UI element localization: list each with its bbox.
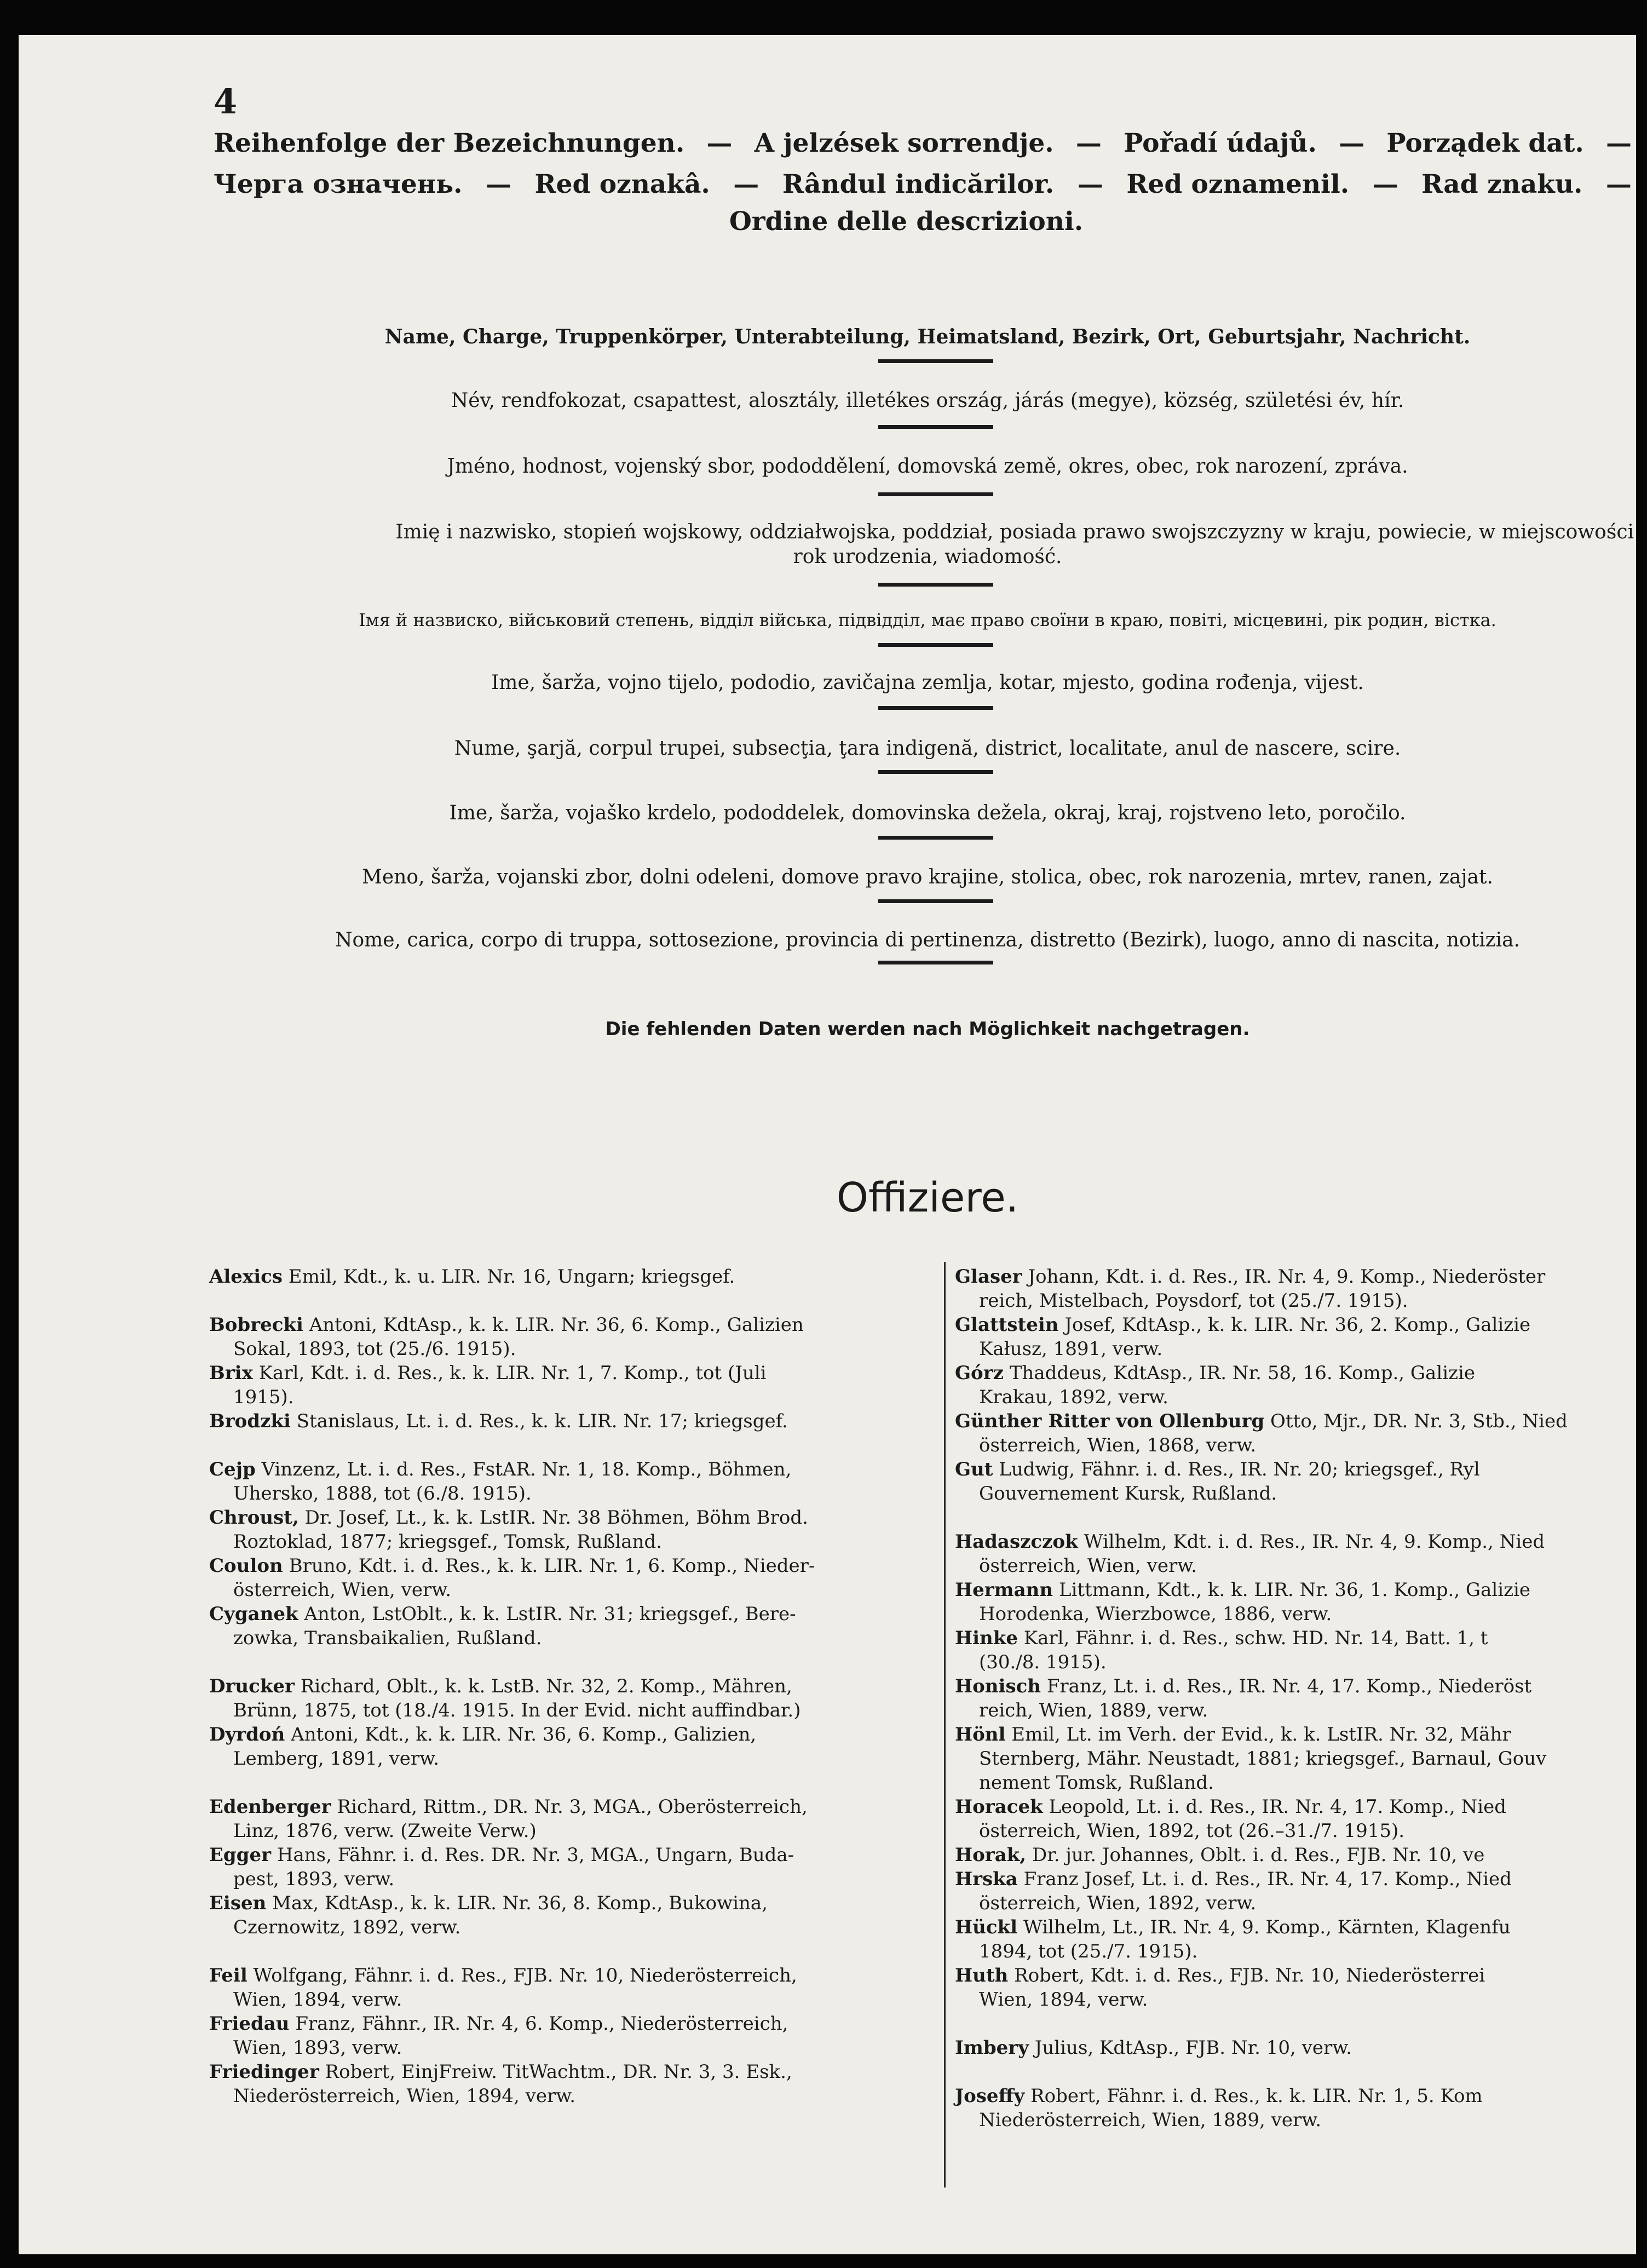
entry-surname: Günther Ritter von Ollenburg [955,1410,1265,1432]
header-ro: Rândul indicărilor. [782,169,1055,199]
entry-line: Honisch Franz, Lt. i. d. Res., IR. Nr. 4, 17. Komp., Niederöst [955,1675,1532,1697]
entry-line: Hadaszczok Wilhelm, Kdt. i. d. Res., IR. Nr. 4, 9. Komp., Nied [955,1531,1545,1553]
casualty-entry [955,1915,1636,1963]
lang-cz: Jméno, hodnost, vojenský sbor, pododdělení, domovská země, okres, obec, rok narození, zpráva. [447,455,1408,478]
header-sl: Red oznamenil. [1126,169,1350,199]
page-number: 4 [214,82,238,122]
lang-hr: Ime, šarža, vojno tijelo, pododio, zavičajna zemlja, kotar, mjesto, godina rođenja, vijest. [491,671,1364,694]
entry-line: Hermann Littmann, Kdt., k. k. LIR. Nr. 36, 1. Komp., Galizie [955,1579,1531,1601]
casualty-entry [955,1530,1636,1578]
casualty-entry [955,1674,1636,1722]
entry-gap [209,1433,932,1457]
header-sep: — [1075,128,1102,158]
lang-ro: Nume, şarjă, corpul trupei, subsecţia, ţara indigenă, district, localitate, anul de nascere, scire. [454,737,1401,760]
entry-line: Sokal, 1893, tot (25./6. 1915). [233,1338,516,1360]
casualty-entry [209,2012,932,2060]
header-sep: — [733,169,759,199]
casualty-entry [955,1867,1636,1915]
divider-rule [878,643,993,647]
casualty-entry [955,1409,1636,1457]
entry-gap [209,1650,932,1674]
casualty-entry [209,1674,932,1722]
entry-line: Roztoklad, 1877; kriegsgef., Tomsk, Rußland. [233,1531,663,1553]
note-missing-data: Die fehlenden Daten werden nach Möglichkeit nachgetragen. [605,1018,1250,1040]
divider-rule [878,583,993,587]
entry-line: Uhersko, 1888, tot (6./8. 1915). [233,1483,532,1505]
casualty-entry [209,2060,932,2108]
casualty-entry [209,1361,932,1409]
entry-surname: Joseffy [955,2085,1025,2107]
header-sep: — [1077,169,1103,199]
entry-line: Horacek Leopold, Lt. i. d. Res., IR. Nr. 4, 17. Komp., Nied [955,1796,1506,1818]
entry-line: Czernowitz, 1892, verw. [233,1916,461,1938]
casualty-entry [209,1722,932,1771]
entry-surname: Egger [209,1844,272,1866]
casualty-entry [955,1457,1636,1506]
entries-right-column [955,1265,1636,2132]
entry-line: pest, 1893, verw. [233,1868,395,1890]
divider-rule [878,359,993,363]
entry-line: Wien, 1893, verw. [233,2037,402,2059]
entry-surname: Friedau [209,2013,290,2035]
entry-line: Lemberg, 1891, verw. [233,1748,440,1770]
entry-surname: Hermann [955,1579,1053,1601]
entry-line: Linz, 1876, verw. (Zweite Verw.) [233,1820,537,1842]
casualty-entry [209,1843,932,1891]
header-uk: Черга означень. [214,169,463,199]
entry-surname: Hönl [955,1724,1006,1746]
entry-line: (30./8. 1915). [979,1651,1107,1673]
divider-rule [878,770,993,774]
lang-it: Nome, carica, corpo di truppa, sottosezione, provincia di pertinenza, distretto (Bezirk), luogo, anno di nascita, notizia. [335,929,1521,951]
entry-line: Friedau Franz, Fähnr., IR. Nr. 4, 6. Komp., Niederösterreich, [209,2013,788,2035]
divider-rule [878,961,993,964]
header-sep: — [706,128,733,158]
entry-line: Brünn, 1875, tot (18./4. 1915. In der Evid. nicht auffindbar.) [233,1699,801,1721]
header-de: Reihenfolge der Bezeichnungen. [214,128,685,158]
header-cz: Pořadí údajů. [1124,128,1317,158]
entry-line: Cyganek Anton, LstOblt., k. k. LstIR. Nr. 31; kriegsgef., Bere- [209,1603,796,1625]
header-line-1 [214,128,1632,158]
entry-surname: Chroust, [209,1507,299,1529]
entry-line: Coulon Bruno, Kdt. i. d. Res., k. k. LIR. Nr. 1, 6. Komp., Nieder- [209,1555,815,1577]
entry-gap [955,2060,1636,2084]
lang-sl: Ime, šarža, vojaško krdelo, pododdelek, domovinska dežela, okraj, kraj, rojstveno leto, poročilo. [449,802,1406,824]
lang-pl-cont: rok urodzenia, wiadomość. [793,546,1062,568]
casualty-entry [955,1963,1636,2012]
header-line-3: Ordine delle descrizioni. [729,206,1084,237]
entry-surname: Górz [955,1362,1004,1384]
casualty-entry [955,1313,1636,1361]
entry-line: Edenberger Richard, Rittm., DR. Nr. 3, MGA., Oberösterreich, [209,1796,808,1818]
header-sep: — [1605,128,1632,158]
entry-surname: Imbery [955,2037,1029,2059]
entry-line: Hönl Emil, Lt. im Verh. der Evid., k. k. LstIR. Nr. 32, Mähr [955,1724,1511,1746]
entry-line: Drucker Richard, Oblt., k. k. LstB. Nr. 32, 2. Komp., Mähren, [209,1675,792,1697]
entry-line: Günther Ritter von Ollenburg Otto, Mjr., DR. Nr. 3, Stb., Nied [955,1410,1568,1432]
entry-surname: Edenberger [209,1796,331,1818]
entry-line: Dyrdoń Antoni, Kdt., k. k. LIR. Nr. 36, 6. Komp., Galizien, [209,1724,757,1746]
entry-line: Hückl Wilhelm, Lt., IR. Nr. 4, 9. Komp., Kärnten, Klagenfu [955,1916,1511,1938]
entry-surname: Cyganek [209,1603,298,1625]
casualty-entry [955,1795,1636,1843]
header-sep: — [1372,169,1398,199]
entry-line: Feil Wolfgang, Fähnr. i. d. Res., FJB. Nr. 10, Niederösterreich, [209,1965,797,1986]
column-divider [944,1262,946,2187]
entry-line: Niederösterreich, Wien, 1894, verw. [233,2085,576,2107]
entry-line: Egger Hans, Fähnr. i. d. Res. DR. Nr. 3, MGA., Ungarn, Buda- [209,1844,794,1866]
entry-line: reich, Mistelbach, Poysdorf, tot (25./7. 1915). [979,1290,1408,1312]
header-sep: — [1605,169,1632,199]
lang-hu: Név, rendfokozat, csapattest, alosztály, illetékes ország, járás (megye), község, születési év, hír. [451,389,1404,412]
entry-line: zowka, Transbaikalien, Rußland. [233,1627,542,1649]
entry-line: Niederösterreich, Wien, 1889, verw. [979,2109,1322,2131]
entry-line: Alexics Emil, Kdt., k. u. LIR. Nr. 16, Ungarn; kriegsgef. [209,1266,735,1288]
casualty-entry [209,1602,932,1650]
entry-surname: Brix [209,1362,253,1384]
entry-line: Cejp Vinzenz, Lt. i. d. Res., FstAR. Nr. 1, 18. Komp., Böhmen, [209,1459,792,1480]
entry-surname: Hadaszczok [955,1531,1078,1553]
entry-line: Wien, 1894, verw. [979,1989,1148,2011]
header-sep: — [1339,128,1365,158]
entry-surname: Hückl [955,1916,1018,1938]
entry-surname: Hrska [955,1868,1018,1890]
header-sk: Rad znaku. [1421,169,1583,199]
casualty-entry [209,1554,932,1602]
entry-surname: Coulon [209,1555,283,1577]
header-sep: — [486,169,511,199]
casualty-entry [209,1963,932,2012]
entry-line: Wien, 1894, verw. [233,1989,402,2011]
entry-line: Chroust, Dr. Josef, Lt., k. k. LstIR. Nr. 38 Böhmen, Böhm Brod. [209,1507,808,1529]
entry-line: Sternberg, Mähr. Neustadt, 1881; kriegsgef., Barnaul, Gouv [979,1748,1547,1770]
lang-de: Name, Charge, Truppenkörper, Unterabteilung, Heimatsland, Bezirk, Ort, Geburtsjahr, Nachricht. [384,325,1471,348]
casualty-entry [955,2036,1636,2060]
entry-line: Joseffy Robert, Fähnr. i. d. Res., k. k. LIR. Nr. 1, 5. Kom [955,2085,1483,2107]
casualty-entry [955,2084,1636,2132]
header-hr: Red oznakâ. [534,169,710,199]
entry-line: Horodenka, Wierzbowce, 1886, verw. [979,1603,1332,1625]
entry-surname: Dyrdoń [209,1724,285,1746]
divider-rule [878,425,993,429]
casualty-entry [209,1795,932,1843]
entry-line: Imbery Julius, KdtAsp., FJB. Nr. 10, verw. [955,2037,1352,2059]
entry-line: Horak, Dr. jur. Johannes, Oblt. i. d. Res., FJB. Nr. 10, ve [955,1844,1485,1866]
entry-surname: Glaser [955,1266,1022,1288]
entry-line: Huth Robert, Kdt. i. d. Res., FJB. Nr. 10, Niederösterrei [955,1965,1485,1986]
entry-line: Bobrecki Antoni, KdtAsp., k. k. LIR. Nr. 36, 6. Komp., Galizien [209,1314,804,1336]
entry-gap [955,2012,1636,2036]
casualty-entry [209,1506,932,1554]
header-hu: A jelzések sorrendje. [754,128,1054,158]
entry-line: Brodzki Stanislaus, Lt. i. d. Res., k. k. LIR. Nr. 17; kriegsgef. [209,1410,788,1432]
entry-line: österreich, Wien, verw. [233,1579,452,1601]
entry-line: Gouvernement Kursk, Rußland. [979,1483,1277,1505]
entry-surname: Drucker [209,1675,295,1697]
casualty-entry [955,1578,1636,1626]
entry-surname: Cejp [209,1459,256,1480]
entry-line: Brix Karl, Kdt. i. d. Res., k. k. LIR. Nr. 1, 7. Komp., tot (Juli [209,1362,767,1384]
entry-surname: Brodzki [209,1410,291,1432]
casualty-entry [955,1361,1636,1409]
entry-line: Hrska Franz Josef, Lt. i. d. Res., IR. Nr. 4, 17. Komp., Nied [955,1868,1512,1890]
entry-surname: Eisen [209,1892,267,1914]
casualty-entry [209,1313,932,1361]
lang-sk: Meno, šarža, vojanski zbor, dolni odeleni, domove pravo krajine, stolica, obec, rok narozenia, mrtev, ranen, zajat. [362,866,1493,888]
header-line-2 [214,169,1632,199]
section-title: Offiziere. [836,1174,1019,1221]
entry-line: Friedinger Robert, EinjFreiw. TitWachtm., DR. Nr. 3, 3. Esk., [209,2061,792,2083]
entry-line: 1894, tot (25./7. 1915). [979,1940,1198,1962]
casualty-entry [209,1265,932,1289]
document-page [19,35,1636,2254]
entry-gap [955,1506,1636,1530]
entry-line: Eisen Max, KdtAsp., k. k. LIR. Nr. 36, 8. Komp., Bukowina, [209,1892,768,1914]
entry-line: 1915). [233,1386,294,1408]
entry-surname: Horak, [955,1844,1027,1866]
entry-surname: Friedinger [209,2061,319,2083]
entry-line: österreich, Wien, verw. [979,1555,1197,1577]
divider-rule [878,836,993,840]
casualty-entry [955,1265,1636,1313]
entry-line: österreich, Wien, 1868, verw. [979,1434,1257,1456]
casualty-entry [955,1626,1636,1674]
entry-line: nement Tomsk, Rußland. [979,1772,1214,1794]
casualty-entry [209,1891,932,1939]
entry-gap [209,1289,932,1313]
entry-line: Hinke Karl, Fähnr. i. d. Res., schw. HD. Nr. 14, Batt. 1, t [955,1627,1488,1649]
divider-rule [878,899,993,903]
casualty-entry [209,1409,932,1433]
entry-surname: Horacek [955,1796,1043,1818]
entry-surname: Hinke [955,1627,1018,1649]
casualty-entry [955,1722,1636,1795]
entry-line: Krakau, 1892, verw. [979,1386,1168,1408]
entry-surname: Bobrecki [209,1314,303,1336]
divider-rule [878,706,993,710]
entry-line: österreich, Wien, 1892, verw. [979,1892,1257,1914]
lang-uk: Імя й назвиско, військовий степень, відділ війська, підвідділ, має право своїни в краю, повіті, місцевині, рік родин, вістка. [359,610,1496,630]
entry-surname: Glattstein [955,1314,1059,1336]
entry-line: Górz Thaddeus, KdtAsp., IR. Nr. 58, 16. Komp., Galizie [955,1362,1475,1384]
entries-left-column [209,1265,932,2108]
lang-pl: Imię i nazwisko, stopień wojskowy, oddziałwojska, poddział, posiada prawo swojszczyzny w kraju, powiecie, w miejscowości [395,521,1634,543]
entry-line: Gut Ludwig, Fähnr. i. d. Res., IR. Nr. 20; kriegsgef., Ryl [955,1459,1480,1480]
entry-gap [209,1939,932,1963]
entry-line: österreich, Wien, 1892, tot (26.–31./7. 1915). [979,1820,1405,1842]
entry-surname: Honisch [955,1675,1041,1697]
header-pl: Porządek dat. [1386,128,1584,158]
entry-line: reich, Wien, 1889, verw. [979,1699,1208,1721]
entry-line: Glattstein Josef, KdtAsp., k. k. LIR. Nr. 36, 2. Komp., Galizie [955,1314,1531,1336]
casualty-entry [955,1843,1636,1867]
entry-gap [209,1771,932,1795]
entry-surname: Alexics [209,1266,283,1288]
entry-surname: Gut [955,1459,993,1480]
divider-rule [878,492,993,496]
entry-surname: Huth [955,1965,1009,1986]
entry-line: Glaser Johann, Kdt. i. d. Res., IR. Nr. 4, 9. Komp., Niederöster [955,1266,1546,1288]
entry-line: Kałusz, 1891, verw. [979,1338,1163,1360]
casualty-entry [209,1457,932,1506]
entry-surname: Feil [209,1965,247,1986]
